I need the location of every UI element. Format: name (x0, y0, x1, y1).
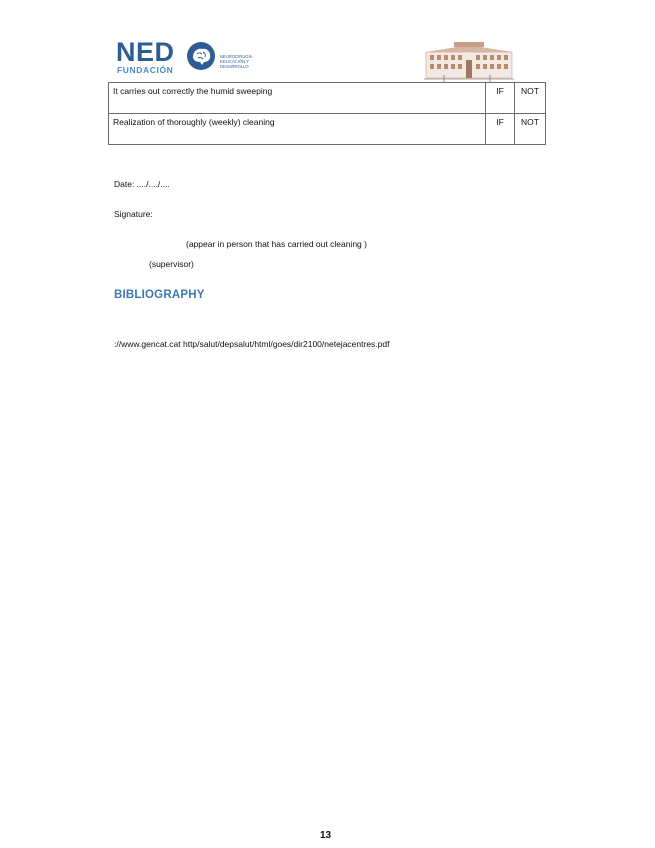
not-cell: NOT (515, 114, 546, 145)
if-cell: IF (486, 83, 515, 114)
brain-icon (186, 41, 216, 71)
date-line: Date: ..../..../.... (114, 179, 170, 189)
ned-fundacion-logo (116, 37, 266, 76)
logo-ned-sub: FUNDACIÓN (117, 65, 174, 75)
task-cell: It carries out correctly the humid sweeping (109, 83, 486, 114)
logo-tagline (220, 54, 270, 69)
bibliography-heading: BIBLIOGRAPHY (114, 289, 205, 301)
signature-line: Signature: (114, 209, 153, 219)
logo-tagline-line: EDUCACIÓN Y (220, 59, 250, 64)
cleaning-checklist-table (108, 82, 546, 145)
bibliography-url: ://www.gencat.cat http/salut/depsalut/html/goes/dir2100/netejacentres.pdf (114, 339, 390, 349)
task-cell: Realization of thoroughly (weekly) cleaning (109, 114, 486, 145)
logo-ned-word: NED (116, 37, 175, 67)
supervisor-line: (supervisor) (149, 259, 194, 269)
page-number: 13 (320, 830, 332, 841)
if-cell: IF (486, 114, 515, 145)
table-row (109, 114, 546, 145)
logo-tagline-line: DESARROLLO (220, 64, 249, 69)
logo-tagline-line: NEUROCIRUGÍA (220, 54, 253, 59)
not-cell: NOT (515, 83, 546, 114)
table-row (109, 83, 546, 114)
building-icon (424, 42, 514, 82)
appear-line: (appear in person that has carried out cleaning ) (186, 239, 367, 249)
